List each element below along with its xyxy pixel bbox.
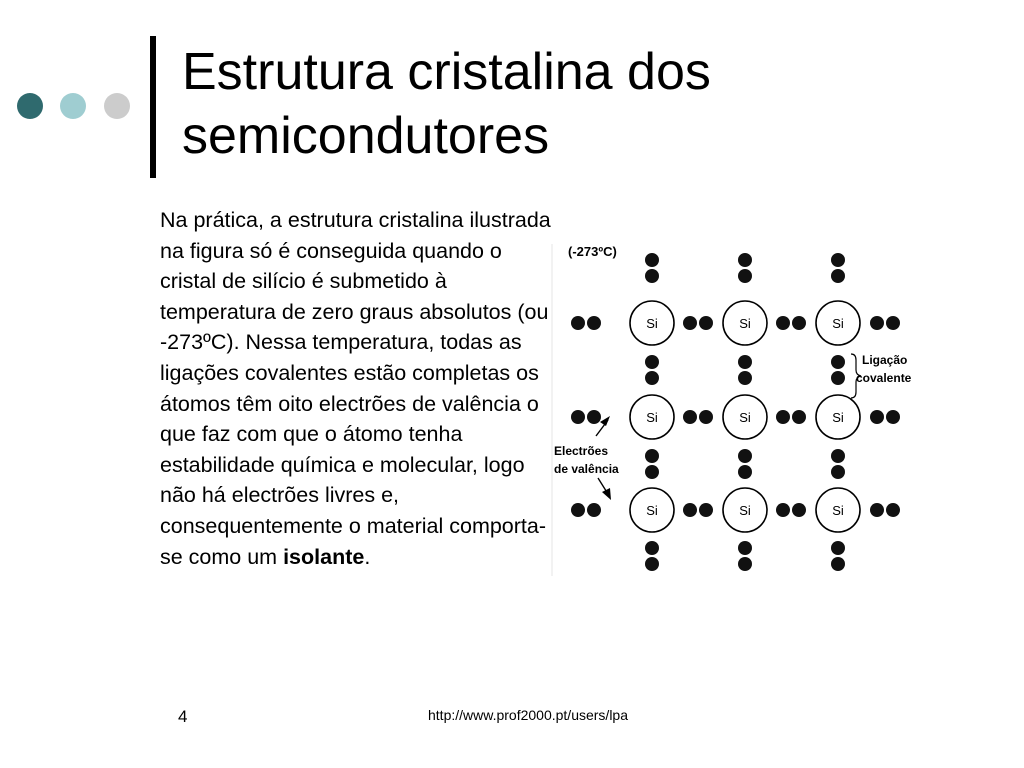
atom-label: Si — [739, 503, 751, 518]
body-text-bold: isolante — [283, 544, 365, 569]
atom-label: Si — [646, 316, 658, 331]
title-line-2: semicondutores — [182, 107, 550, 165]
valence-electron — [645, 355, 659, 369]
valence-electron — [831, 253, 845, 267]
atom-label: Si — [646, 503, 658, 518]
valence-electron — [571, 316, 585, 330]
valence-electron — [587, 503, 601, 517]
dot-grey — [104, 93, 130, 119]
valence-electron — [792, 503, 806, 517]
valence-electron — [738, 449, 752, 463]
electron-label-line2: de valência — [554, 462, 619, 476]
valence-electron — [587, 316, 601, 330]
valence-electron — [738, 269, 752, 283]
valence-electron — [738, 465, 752, 479]
body-text-end: . — [364, 544, 371, 569]
arrow-down-head — [602, 488, 611, 500]
electron-label-line1: Electrões — [554, 444, 609, 458]
silicon-lattice-diagram — [548, 236, 938, 581]
valence-electron — [645, 253, 659, 267]
valence-electron — [776, 503, 790, 517]
valence-electron — [645, 557, 659, 571]
slide-title — [182, 40, 982, 168]
valence-electron — [699, 503, 713, 517]
valence-electron — [645, 541, 659, 555]
valence-electron — [587, 410, 601, 424]
valence-electron — [738, 557, 752, 571]
atom-label: Si — [832, 410, 844, 425]
valence-electron — [870, 503, 884, 517]
valence-electron — [683, 410, 697, 424]
atom-label: Si — [739, 316, 751, 331]
valence-electron — [831, 557, 845, 571]
atom-label: Si — [739, 410, 751, 425]
valence-electron — [831, 371, 845, 385]
valence-electron — [831, 269, 845, 283]
valence-electron — [738, 371, 752, 385]
valence-electron — [831, 355, 845, 369]
valence-electron — [831, 449, 845, 463]
valence-electron — [699, 316, 713, 330]
valence-electron — [571, 410, 585, 424]
valence-electron — [886, 410, 900, 424]
crystal-structure-figure — [548, 236, 938, 581]
valence-electron — [683, 316, 697, 330]
valence-electron — [645, 465, 659, 479]
valence-electron — [683, 503, 697, 517]
valence-electron — [792, 316, 806, 330]
footer-url: http://www.prof2000.pt/users/lpa — [428, 707, 628, 723]
valence-electron — [886, 503, 900, 517]
body-paragraph — [160, 205, 552, 572]
atom-label: Si — [832, 503, 844, 518]
valence-electron — [792, 410, 806, 424]
valence-electron — [831, 541, 845, 555]
valence-electron — [645, 371, 659, 385]
dot-light — [60, 93, 86, 119]
valence-electron — [738, 355, 752, 369]
atom-label: Si — [832, 316, 844, 331]
valence-electron — [571, 503, 585, 517]
bond-label-line1: Ligação — [862, 353, 908, 367]
valence-electron — [645, 269, 659, 283]
title-divider — [150, 36, 156, 178]
valence-electron — [776, 316, 790, 330]
dot-dark — [17, 93, 43, 119]
valence-electron — [831, 465, 845, 479]
valence-electron — [738, 253, 752, 267]
valence-electron — [699, 410, 713, 424]
valence-electron — [870, 316, 884, 330]
valence-electron — [738, 541, 752, 555]
valence-electron — [645, 449, 659, 463]
arrow-up-head — [600, 416, 610, 426]
bond-label-line2: covalente — [856, 371, 912, 385]
slide-number: 4 — [178, 707, 188, 726]
atom-label: Si — [646, 410, 658, 425]
body-text-main: Na prática, a estrutura cristalina ilustrada na figura só é conseguida quando o cristal de silício é submetido à temperatura de zero graus absolutos (ou -273ºC). Nessa temperatura, todas as ligações covalentes estão completas os átomos têm oito electrões de valência o que faz com que o átomo tenha estabilidade química e molecular, logo não há electrões livres e, consequentemente o material comporta-se como um — [160, 208, 551, 569]
valence-electron — [886, 316, 900, 330]
title-line-1: Estrutura cristalina dos — [182, 43, 711, 101]
temperature-label: (-273ºC) — [568, 244, 617, 259]
valence-electron — [870, 410, 884, 424]
valence-electron — [776, 410, 790, 424]
